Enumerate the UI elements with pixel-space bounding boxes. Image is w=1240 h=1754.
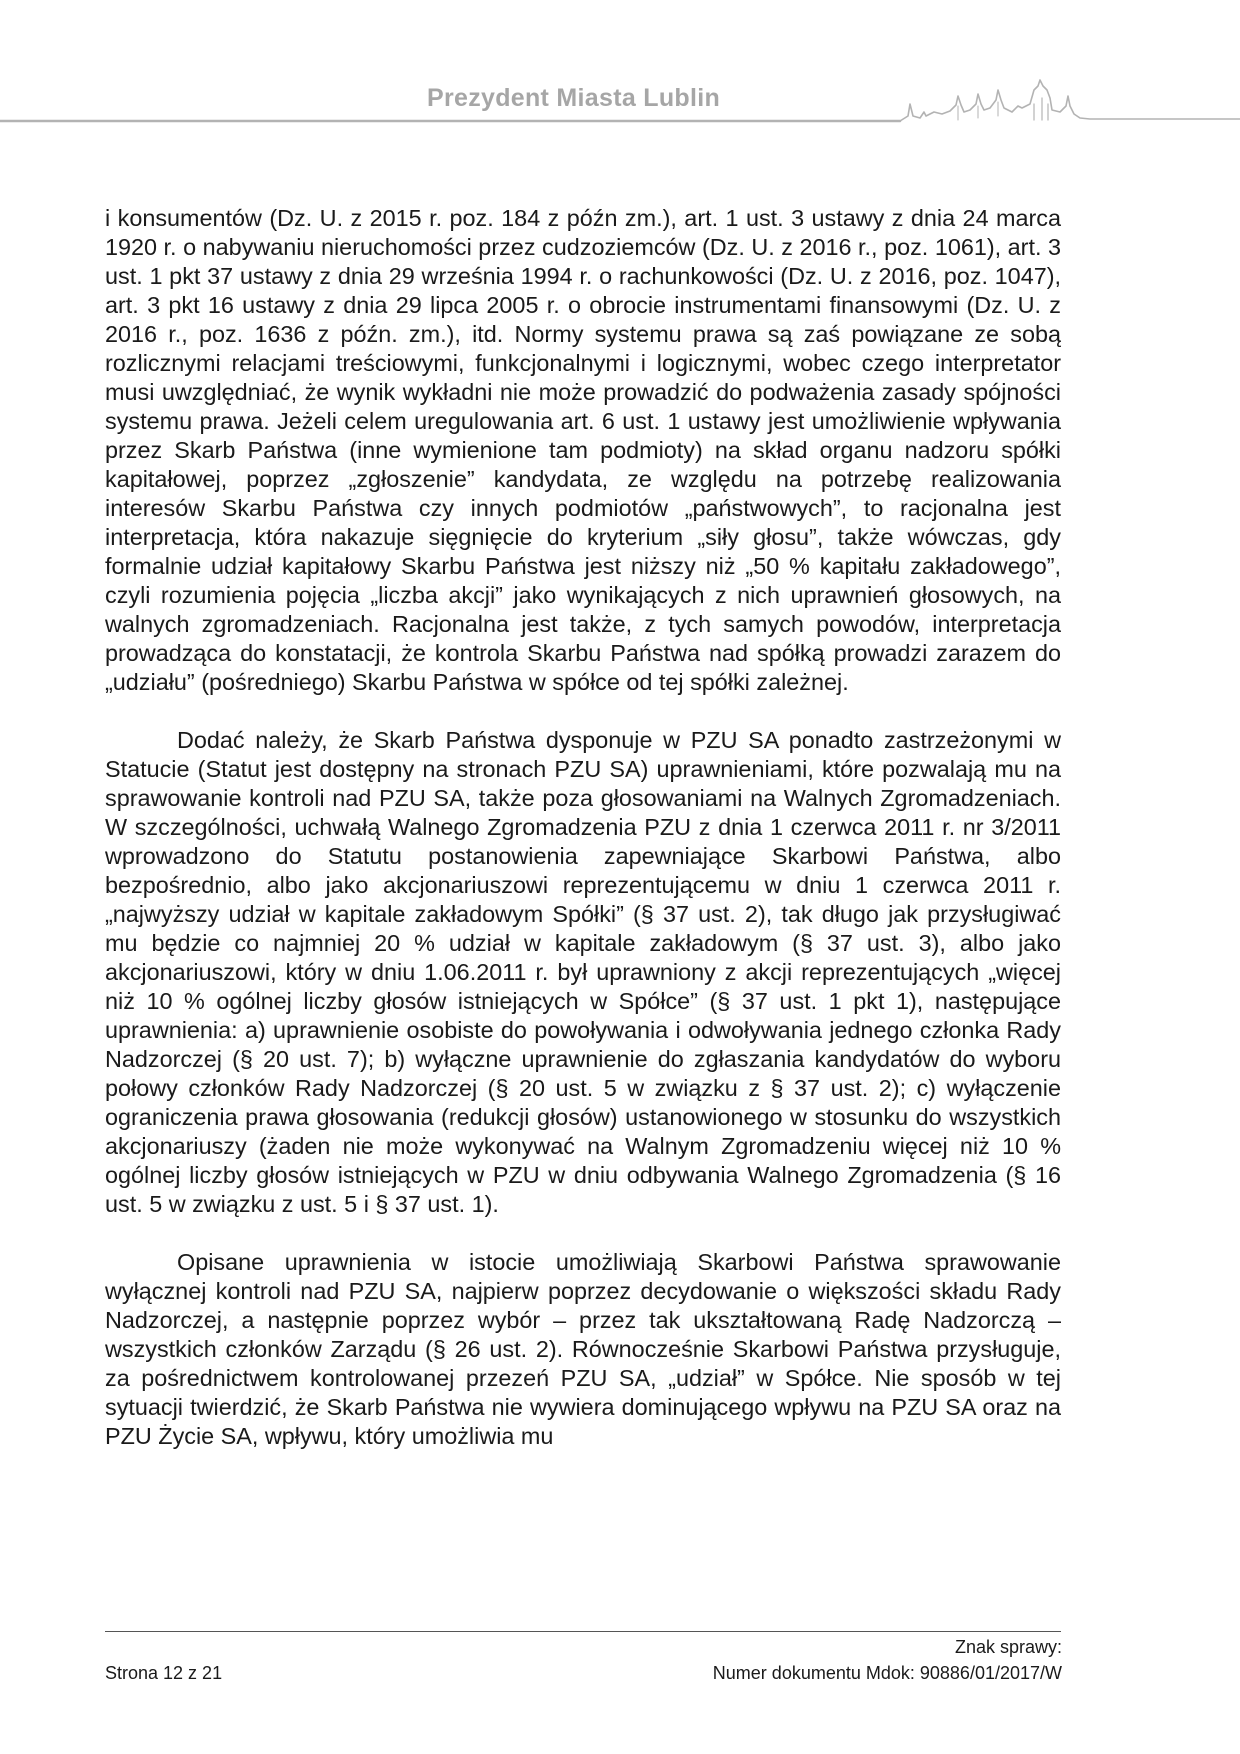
footer-case-label: Znak sprawy: <box>954 1637 1062 1657</box>
footer-page-number: Strona 12 z 21 <box>105 1663 223 1683</box>
page-header <box>0 60 1240 140</box>
footer-document-number: Numer dokumentu Mdok: 90886/01/2017/W <box>712 1663 1062 1683</box>
paragraph-skarb-panstwa-uprawnienia: Dodać należy, że Skarb Państwa dysponuje w PZU SA ponadto zastrzeżonymi w Statucie (Statut jest dostępny na stronach PZU SA) uprawnieniami, które pozwalają mu na sprawowanie kontroli nad PZU SA, także poza głosowaniami na Walnych Zgromadzeniach. W szczególności, uchwałą Walnego Zgromadzenia PZU z dnia 1 czerwca 2011 r. nr 3/2011 wprowadzono do Statutu postanowienia zapewniające Skarbowi Państwa, albo bezpośrednio, albo jako akcjonariuszowi reprezentującemu w dniu 1 czerwca 2011 r. „najwyższy udział w kapitale zakładowym Spółki” (§ 37 ust. 2), tak długo jak przysługiwać mu będzie co najmniej 20 % udział w kapitale zakładowym (§ 37 ust. 3), albo jako akcjonariuszowi, który w dniu 1.06.2011 r. był uprawniony z akcji reprezentujących „więcej niż 10 % ogólnej liczby głosów istniejących w Spółce” (§ 37 ust. 1 pkt 1), następujące uprawnienia: a) uprawnienie osobiste do powoływania i odwoływania jednego członka Rady Nadzorczej (§ 20 ust. 7); b) wyłączne uprawnienie do zgłaszania kandydatów do wyboru połowy członków Rady Nadzorczej (§ 20 ust. 5 w związku z § 37 ust. 2); c) wyłączenie ograniczenia prawa głosowania (redukcji głosów) ustanowionego w stosunku do wszystkich akcjonariuszy (żaden nie może wykonywać na Walnym Zgromadzeniu więcej niż 10 % ogólnej liczby głosów istniejących w PZU w dniu odbywania Walnego Zgromadzenia (§ 16 ust. 5 w związku z ust. 5 i § 37 ust. 1). <box>105 727 1061 1217</box>
header-title: Prezydent Miasta Lublin <box>427 84 721 112</box>
document-body <box>105 204 1061 1451</box>
paragraph-wylaczna-kontrola: Opisane uprawnienia w istocie umożliwiają Skarbowi Państwa sprawowanie wyłącznej kontroli nad PZU SA, najpierw poprzez decydowanie o większości składu Rady Nadzorczej, a następnie poprzez wybór – przez tak ukształtowaną Radę Nadzorczą – wszystkich członków Zarządu (§ 26 ust. 2). Równocześnie Skarbowi Państwa przysługuje, za pośrednictwem kontrolowanej przezeń PZU SA, „udział” w Spółce. Nie sposób w tej sytuacji twierdzić, że Skarb Państwa nie wywiera dominującego wpływu na PZU SA oraz na PZU Życie SA, wpływu, który umożliwia mu <box>105 1249 1061 1449</box>
footer-divider <box>105 1631 1061 1632</box>
paragraph-continued: i konsumentów (Dz. U. z 2015 r. poz. 184 z późn zm.), art. 1 ust. 3 ustawy z dnia 24 marca 1920 r. o nabywaniu nieruchomości przez cudzoziemców (Dz. U. z 2016 r., poz. 1061), art. 3 ust. 1 pkt 37 ustawy z dnia 29 września 1994 r. o rachunkowości (Dz. U. z 2016, poz. 1047), art. 3 pkt 16 ustawy z dnia 29 lipca 2005 r. o obrocie instrumentami finansowymi (Dz. U. z 2016 r., poz. 1636 z późn. zm.), itd. Normy systemu prawa są zaś powiązane ze sobą rozlicznymi relacjami treściowymi, funkcjonalnymi i logicznymi, wobec czego interpretator musi uwzględniać, że wynik wykładni nie może prowadzić do podważenia zasady spójności systemu prawa. Jeżeli celem uregulowania art. 6 ust. 1 ustawy jest umożliwienie wpływania przez Skarb Państwa (inne wymienione tam podmioty) na skład organu nadzoru spółki kapitałowej, poprzez „zgłoszenie” kandydata, ze względu na potrzebę realizowania interesów Skarbu Państwa czy innych podmiotów „państwowych”, to racjonalna jest interpretacja, która nakazuje sięgnięcie do kryterium „siły głosu”, także wówczas, gdy formalnie udział kapitałowy Skarbu Państwa jest niższy niż „50 % kapitału zakładowego”, czyli rozumienia pojęcia „liczba akcji” jako wynikających z nich uprawnień głosowych, na walnych zgromadzeniach. Racjonalna jest także, z tych samych powodów, interpretacja prowadząca do konstatacji, że kontrola Skarbu Państwa nad spółką prowadzi zarazem do „udziału” (pośredniego) Skarbu Państwa w spółce od tej spółki zależnej. <box>105 205 1061 695</box>
